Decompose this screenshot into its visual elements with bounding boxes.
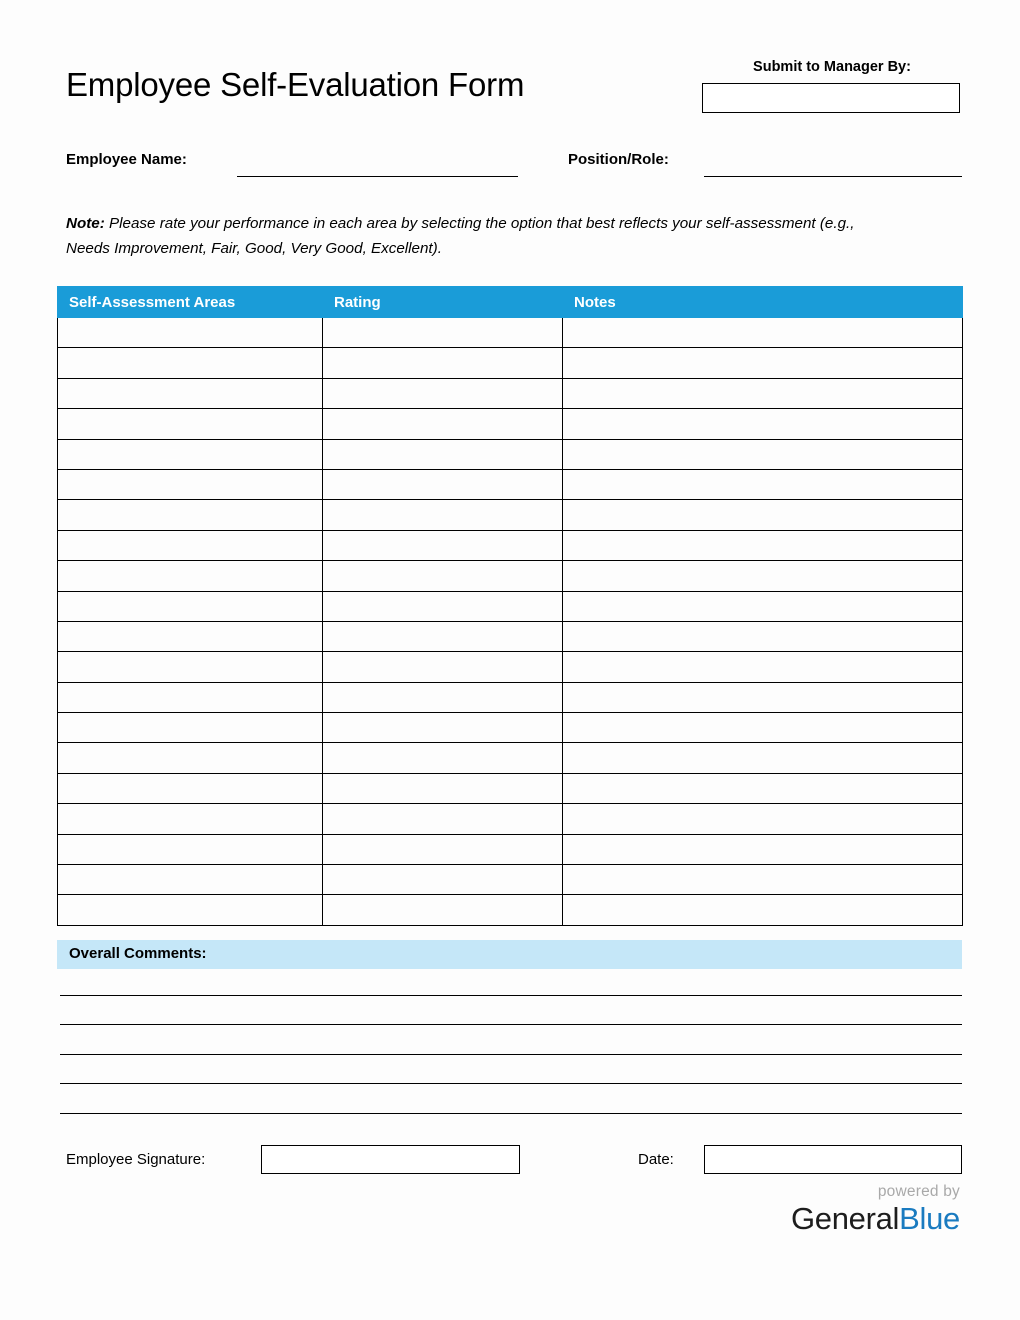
cell-rating[interactable] <box>323 865 563 895</box>
cell-notes[interactable] <box>563 469 963 499</box>
cell-area[interactable] <box>58 318 323 348</box>
cell-notes[interactable] <box>563 865 963 895</box>
cell-notes[interactable] <box>563 561 963 591</box>
brand-general: General <box>790 1201 900 1236</box>
page-title: Employee Self-Evaluation Form <box>66 66 525 103</box>
powered-by-label: powered by <box>877 1183 960 1200</box>
cell-notes[interactable] <box>563 773 963 803</box>
cell-area[interactable] <box>58 409 323 439</box>
table-row <box>58 834 963 864</box>
table-row <box>58 591 963 621</box>
table-row <box>58 773 963 803</box>
cell-notes[interactable] <box>563 378 963 408</box>
table-row <box>58 378 963 408</box>
cell-notes[interactable] <box>563 318 963 348</box>
cell-area[interactable] <box>58 865 323 895</box>
cell-area[interactable] <box>58 652 323 682</box>
table-row <box>58 500 963 530</box>
cell-notes[interactable] <box>563 804 963 834</box>
cell-area[interactable] <box>58 713 323 743</box>
cell-rating[interactable] <box>323 713 563 743</box>
table-row <box>58 682 963 712</box>
overall-comments-label: Overall Comments: <box>69 945 207 962</box>
cell-notes[interactable] <box>563 591 963 621</box>
identity-row <box>66 150 962 182</box>
column-header-self-assessment-areas: Self-Assessment Areas <box>58 287 323 318</box>
employee-signature-label: Employee Signature: <box>66 1151 206 1168</box>
submit-to-manager-block <box>702 58 962 113</box>
self-assessment-table <box>57 286 963 926</box>
table-row <box>58 713 963 743</box>
table-row <box>58 439 963 469</box>
overall-comments-line[interactable] <box>60 995 962 996</box>
cell-notes[interactable] <box>563 743 963 773</box>
generalblue-logo <box>660 1182 960 1237</box>
table-row <box>58 865 963 895</box>
table-row <box>58 652 963 682</box>
cell-notes[interactable] <box>563 439 963 469</box>
cell-rating[interactable] <box>323 652 563 682</box>
cell-notes[interactable] <box>563 895 963 925</box>
note-text: Please rate your performance in each area by selecting the option that best reflects your self-assessment (e.g., Needs Improvement, Fair, Good, Very Good, Excellent). <box>66 215 855 257</box>
overall-comments-line[interactable] <box>60 1054 962 1055</box>
cell-area[interactable] <box>58 834 323 864</box>
note-prefix: Note: <box>66 215 105 232</box>
cell-area[interactable] <box>58 500 323 530</box>
cell-rating[interactable] <box>323 804 563 834</box>
cell-area[interactable] <box>58 530 323 560</box>
signature-row <box>66 1145 962 1177</box>
cell-notes[interactable] <box>563 530 963 560</box>
table-row <box>58 804 963 834</box>
cell-area[interactable] <box>58 743 323 773</box>
overall-comments-line[interactable] <box>60 1113 962 1114</box>
brand-blue: Blue <box>899 1201 960 1236</box>
header <box>62 58 962 128</box>
cell-area[interactable] <box>58 469 323 499</box>
cell-rating[interactable] <box>323 743 563 773</box>
date-label: Date: <box>638 1151 674 1168</box>
employee-name-input[interactable] <box>237 176 518 177</box>
overall-comments-bar <box>57 940 962 969</box>
column-header-rating: Rating <box>323 287 563 318</box>
cell-notes[interactable] <box>563 834 963 864</box>
table-row <box>58 530 963 560</box>
cell-rating[interactable] <box>323 682 563 712</box>
date-input[interactable] <box>704 1145 962 1174</box>
cell-rating[interactable] <box>323 318 563 348</box>
column-header-notes: Notes <box>563 287 963 318</box>
cell-area[interactable] <box>58 804 323 834</box>
cell-rating[interactable] <box>323 621 563 651</box>
cell-notes[interactable] <box>563 713 963 743</box>
cell-area[interactable] <box>58 439 323 469</box>
submit-to-manager-input[interactable] <box>702 83 960 113</box>
cell-area[interactable] <box>58 621 323 651</box>
cell-rating[interactable] <box>323 530 563 560</box>
table-row <box>58 561 963 591</box>
cell-rating[interactable] <box>323 591 563 621</box>
table-body <box>58 318 963 926</box>
employee-signature-input[interactable] <box>261 1145 520 1174</box>
cell-rating[interactable] <box>323 834 563 864</box>
cell-rating[interactable] <box>323 500 563 530</box>
table-row <box>58 895 963 925</box>
cell-rating[interactable] <box>323 409 563 439</box>
overall-comments-line[interactable] <box>60 1024 962 1025</box>
cell-area[interactable] <box>58 378 323 408</box>
cell-notes[interactable] <box>563 682 963 712</box>
table-row <box>58 409 963 439</box>
table-header-row <box>58 287 963 318</box>
cell-rating[interactable] <box>323 773 563 803</box>
cell-rating[interactable] <box>323 469 563 499</box>
cell-notes[interactable] <box>563 409 963 439</box>
table-row <box>58 621 963 651</box>
cell-rating[interactable] <box>323 895 563 925</box>
cell-area[interactable] <box>58 773 323 803</box>
cell-notes[interactable] <box>563 652 963 682</box>
cell-rating[interactable] <box>323 561 563 591</box>
cell-rating[interactable] <box>323 378 563 408</box>
cell-area[interactable] <box>58 561 323 591</box>
cell-area[interactable] <box>58 895 323 925</box>
position-role-input[interactable] <box>704 176 962 177</box>
cell-rating[interactable] <box>323 348 563 378</box>
table-row <box>58 743 963 773</box>
cell-notes[interactable] <box>563 500 963 530</box>
position-role-label: Position/Role: <box>568 151 669 168</box>
cell-rating[interactable] <box>323 439 563 469</box>
submit-to-manager-label: Submit to Manager By: <box>753 59 911 75</box>
table-row <box>58 318 963 348</box>
employee-name-label: Employee Name: <box>66 151 187 168</box>
cell-area[interactable] <box>58 348 323 378</box>
cell-area[interactable] <box>58 591 323 621</box>
table-row <box>58 469 963 499</box>
brand-name <box>660 1201 960 1237</box>
instruction-note <box>66 211 878 261</box>
cell-notes[interactable] <box>563 348 963 378</box>
cell-area[interactable] <box>58 682 323 712</box>
table-row <box>58 348 963 378</box>
overall-comments-line[interactable] <box>60 1083 962 1084</box>
cell-notes[interactable] <box>563 621 963 651</box>
